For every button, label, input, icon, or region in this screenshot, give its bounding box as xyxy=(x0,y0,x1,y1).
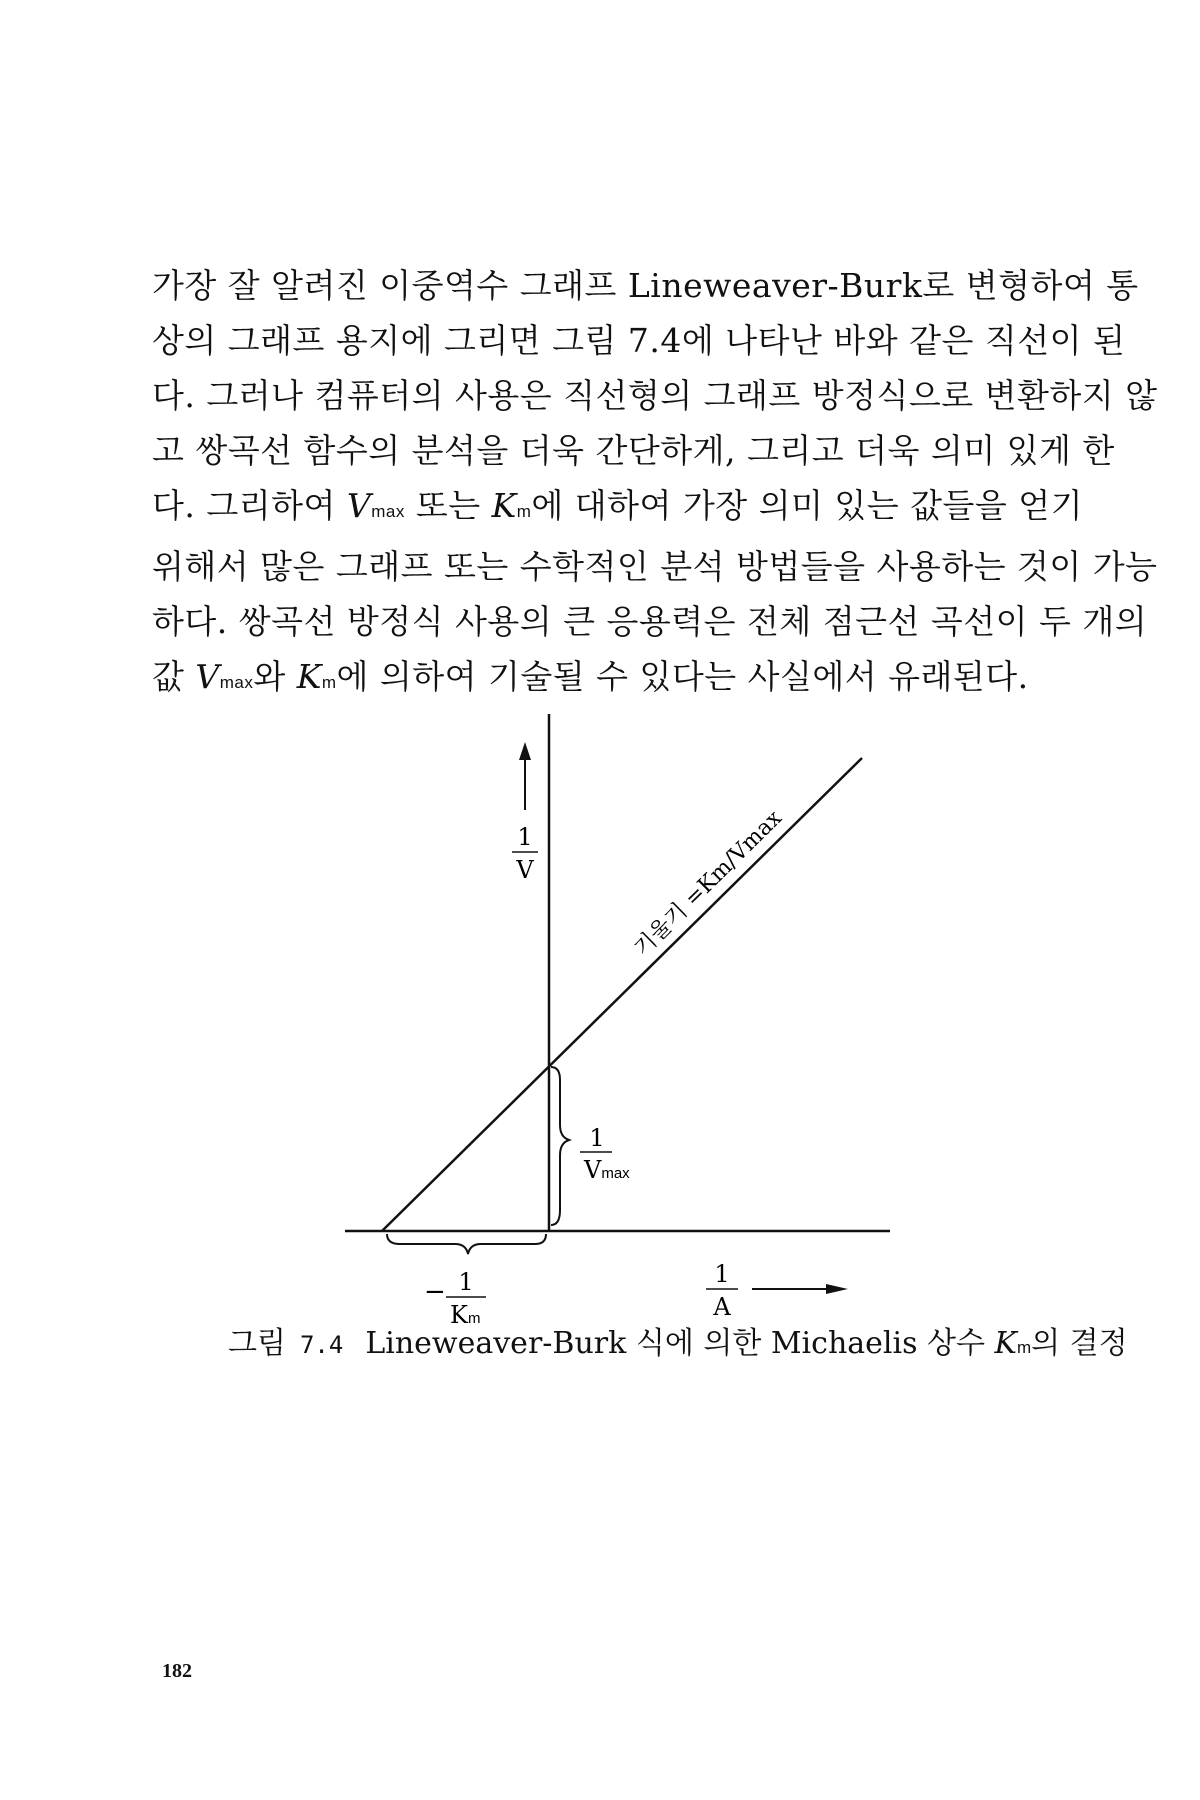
paragraph-line: 고 쌍곡선 함수의 분석을 더욱 간단하게, 그리고 더욱 의미 있게 한 xyxy=(152,431,1115,470)
km-symbol: Km xyxy=(296,657,337,696)
paragraph-text: 값 xyxy=(152,657,196,696)
x-intercept-sign: − xyxy=(424,1277,446,1307)
caption-number: 7.4 xyxy=(299,1331,344,1359)
paragraph-line: 상의 그래프 용지에 그리면 그림 7.4에 나타난 바와 같은 직선이 된 xyxy=(152,321,1126,360)
paragraph-text: 다. 그리하여 xyxy=(152,486,347,525)
y-intercept-numerator: 1 xyxy=(589,1124,605,1152)
lineweaver-burk-line xyxy=(382,758,862,1231)
paragraph-text: 에 의하여 기술될 수 있다는 사실에서 유래된다. xyxy=(336,657,1029,696)
slope-label: 기울기 =Km/Vmax xyxy=(629,805,787,962)
y-axis-denominator: V xyxy=(516,856,534,884)
caption-text-end: 의 결정 xyxy=(1031,1326,1128,1361)
caption-text: Lineweaver-Burk 식에 의한 Michaelis 상수 xyxy=(365,1326,995,1361)
paragraph-line: 위해서 많은 그래프 또는 수학적인 분석 방법들을 사용하는 것이 가능 xyxy=(152,547,1158,586)
paragraph-line: 가장 잘 알려진 이중역수 그래프 Lineweaver-Burk로 변형하여 통 xyxy=(152,266,1139,305)
x-arrow-head xyxy=(826,1284,848,1294)
km-symbol: Km xyxy=(491,486,532,525)
x-intercept-brace xyxy=(387,1234,546,1254)
vmax-symbol: Vmax xyxy=(195,657,254,696)
caption-prefix: 그림 xyxy=(228,1326,286,1361)
vmax-symbol: Vmax xyxy=(346,486,405,525)
y-arrow-head xyxy=(519,742,531,760)
caption-km-symbol: Km xyxy=(994,1326,1032,1361)
paragraph-text: 또는 xyxy=(404,486,492,525)
x-axis-denominator: A xyxy=(713,1293,731,1321)
y-intercept-brace xyxy=(551,1067,569,1225)
x-intercept-denominator: Km xyxy=(450,1301,481,1329)
x-axis-numerator: 1 xyxy=(714,1260,730,1288)
y-intercept-denominator: Vmax xyxy=(584,1156,630,1184)
paragraph-text: 에 대하여 가장 의미 있는 값들을 얻기 xyxy=(531,486,1084,525)
paragraph-text: 와 xyxy=(253,657,297,696)
paragraph-line: 다. 그러나 컴퓨터의 사용은 직선형의 그래프 방정식으로 변환하지 않 xyxy=(152,376,1158,415)
figure-caption xyxy=(228,1318,1128,1362)
y-axis-numerator: 1 xyxy=(517,823,533,851)
paragraph-line: 하다. 쌍곡선 방정식 사용의 큰 응용력은 전체 점근선 곡선이 두 개의 xyxy=(152,602,1148,641)
page-number: 182 xyxy=(162,1660,192,1682)
x-intercept-numerator: 1 xyxy=(458,1268,474,1296)
